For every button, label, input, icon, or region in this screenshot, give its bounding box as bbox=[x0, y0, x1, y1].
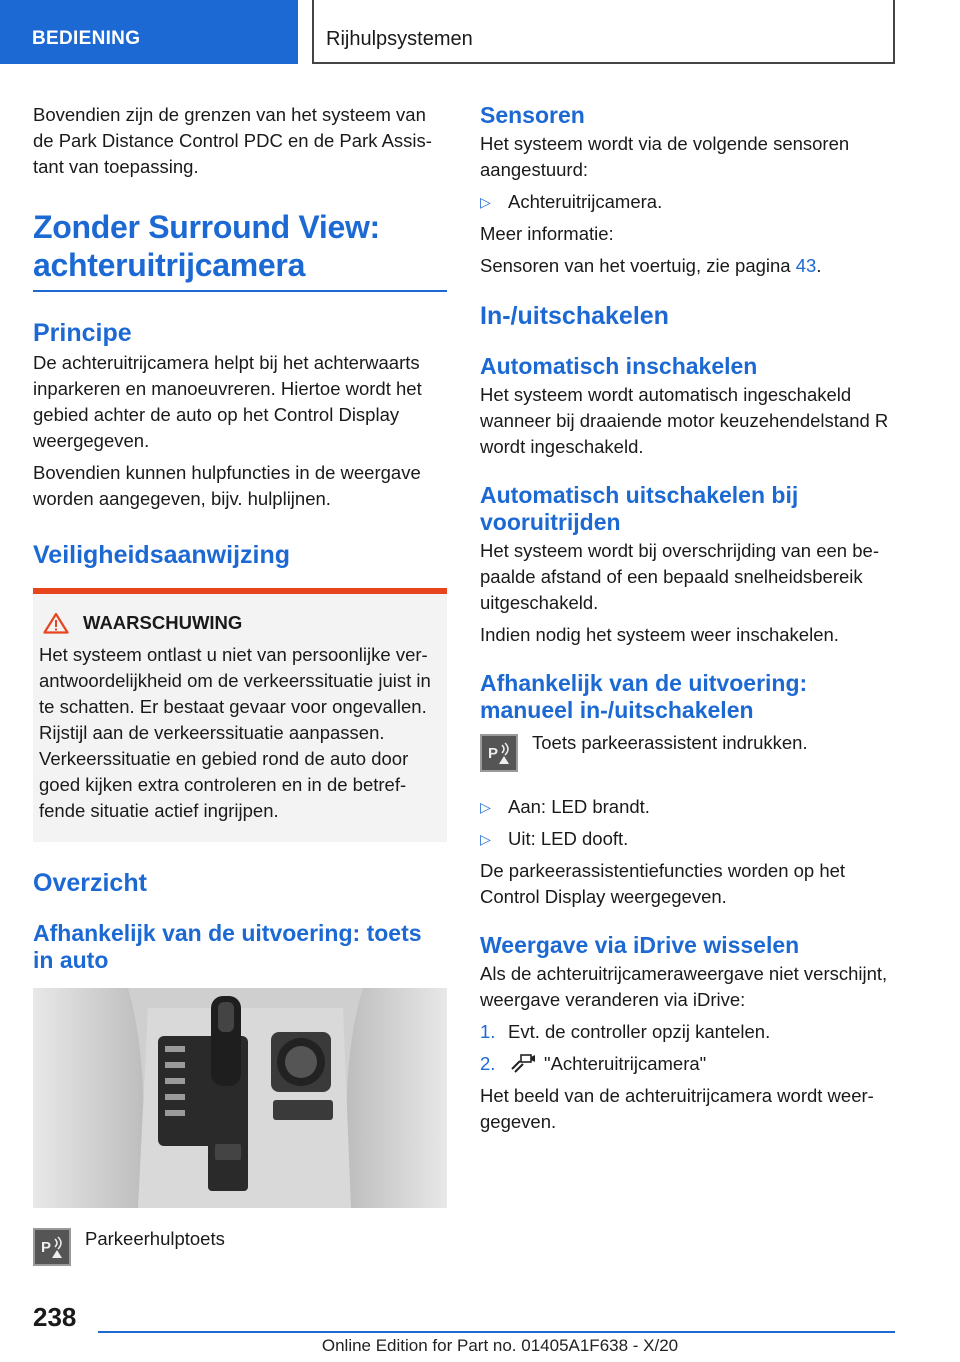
reference-text: Sensoren van het voertuig, zie pagina bbox=[480, 255, 796, 276]
page-link[interactable]: 43 bbox=[795, 255, 817, 276]
warning-header bbox=[43, 612, 441, 634]
warning-label: WAARSCHUWING bbox=[83, 612, 243, 633]
idrive-step-1 bbox=[480, 1019, 894, 1045]
chapter-title-rule bbox=[33, 290, 447, 292]
bullet-triangle-icon: ▷ bbox=[480, 799, 491, 815]
toets-heading: Afhankelijk van de uitvoering: toets in auto bbox=[33, 920, 422, 973]
step-number: 2. bbox=[480, 1053, 496, 1074]
svg-text:P: P bbox=[41, 1239, 52, 1256]
warning-paragraph-1: Het systeem ontlast u niet van persoonlijke verantwoordelijkheid om de verkeerssituatie juist in te schatten. Er bestaat gevaar voor ongevallen. Rijstijl aan de verkeerssituatie aanpassen. bbox=[39, 644, 431, 743]
auto-uit-paragraph-1: Het systeem wordt bij overschrijding van een bepaalde afstand of een bepaald snelheidsbereik uitgeschakeld. bbox=[480, 540, 879, 613]
photo-caption: Parkeerhulptoets bbox=[85, 1228, 225, 1249]
footer-edition: Online Edition for Part no. 01405A1F638 - X/20 bbox=[321, 1336, 679, 1355]
manueel-row bbox=[480, 730, 894, 772]
auto-uit-heading: Automatisch uitschakelen bij vooruitrijden bbox=[480, 482, 799, 535]
section-tab bbox=[0, 0, 298, 64]
warning-paragraph-2: Verkeerssituatie en gebied rond de auto door goed kijken extra controleren en in de betreffende situatie actief ingrijpen. bbox=[39, 748, 409, 821]
sensoren-reference bbox=[480, 253, 894, 279]
auto-in-heading: Automatisch inschakelen bbox=[480, 353, 758, 379]
caption-row bbox=[33, 1228, 447, 1266]
rear-camera-icon bbox=[508, 1051, 538, 1077]
manueel-heading: Afhankelijk van de uitvoering: manueel in-/uitschakelen bbox=[480, 670, 808, 723]
sensoren-paragraph: Het systeem wordt via de volgende sensoren aangestuurd: bbox=[480, 133, 850, 180]
sensoren-heading: Sensoren bbox=[480, 102, 585, 128]
bullet-text: Aan: LED brandt. bbox=[508, 796, 650, 817]
principe-paragraph-2: Bovendien kunnen hulpfuncties in de weergave worden aangegeven, bijv. hulplijnen. bbox=[33, 462, 421, 509]
warning-box bbox=[33, 588, 447, 842]
bullet-triangle-icon: ▷ bbox=[480, 831, 491, 847]
idrive-heading: Weergave via iDrive wisselen bbox=[480, 932, 800, 958]
console-illustration bbox=[33, 988, 447, 1208]
bullet-text: Achteruitrijcamera. bbox=[508, 191, 663, 212]
topic-label: Rijhulpsystemen bbox=[326, 28, 473, 50]
idrive-paragraph-2: Het beeld van de achteruitrijcamera wordt weergegeven. bbox=[480, 1085, 874, 1132]
manueel-bullet-1 bbox=[480, 794, 894, 820]
park-assist-button-icon bbox=[33, 1228, 71, 1266]
page-number: 238 bbox=[33, 1302, 77, 1332]
step-text: Evt. de controller opzij kantelen. bbox=[508, 1021, 771, 1042]
intro-paragraph: Bovendien zijn de grenzen van het systeem van de Park Distance Control PDC en de Park Assistant van toepassing. bbox=[33, 104, 432, 177]
right-column bbox=[480, 102, 894, 1135]
idrive-paragraph: Als de achteruitrijcameraweergave niet verschijnt, weergave veranderen via iDrive: bbox=[480, 963, 888, 1010]
section-label: BEDIENING bbox=[32, 28, 141, 49]
step-text: "Achteruitrijcamera" bbox=[544, 1053, 707, 1074]
inuit-heading: In-/uitschakelen bbox=[480, 302, 669, 330]
auto-uit-paragraph-2: Indien nodig het systeem weer inschakelen. bbox=[480, 624, 839, 645]
bullet-triangle-icon: ▷ bbox=[480, 194, 491, 210]
idrive-step-2 bbox=[480, 1051, 894, 1077]
svg-text:P: P bbox=[488, 745, 499, 762]
meer-informatie: Meer informatie: bbox=[480, 223, 614, 244]
left-column bbox=[33, 102, 447, 1266]
veiligheid-heading: Veiligheidsaanwijzing bbox=[33, 541, 291, 569]
principe-paragraph-1: De achteruitrijcamera helpt bij het achterwaarts inparkeren en manoeuvreren. Hiertoe wordt het gebied achter de auto op het Control Display weergegeven. bbox=[33, 352, 422, 451]
bullet-text: Uit: LED dooft. bbox=[508, 828, 629, 849]
park-assist-button-icon bbox=[480, 734, 518, 772]
auto-in-paragraph: Het systeem wordt automatisch ingeschakeld wanneer bij draaiende motor keuzehendelstand R wordt ingeschakeld. bbox=[480, 384, 889, 457]
principe-heading: Principe bbox=[33, 319, 132, 347]
footer-rule bbox=[98, 1331, 895, 1333]
overzicht-heading: Overzicht bbox=[33, 869, 147, 897]
manueel-paragraph-2: De parkeerassistentiefuncties worden op het Control Display weergegeven. bbox=[480, 860, 846, 907]
reference-end: . bbox=[816, 255, 822, 276]
warning-triangle-icon bbox=[43, 612, 69, 634]
sensoren-bullet-1 bbox=[480, 189, 894, 215]
manueel-bullet-2 bbox=[480, 826, 894, 852]
manueel-paragraph: Toets parkeerassistent indrukken. bbox=[532, 732, 808, 753]
console-photo bbox=[33, 988, 447, 1208]
chapter-title: Zonder Surround View: achteruitrijcamera bbox=[33, 209, 380, 283]
topic-header bbox=[312, 0, 895, 64]
step-number: 1. bbox=[480, 1021, 496, 1042]
